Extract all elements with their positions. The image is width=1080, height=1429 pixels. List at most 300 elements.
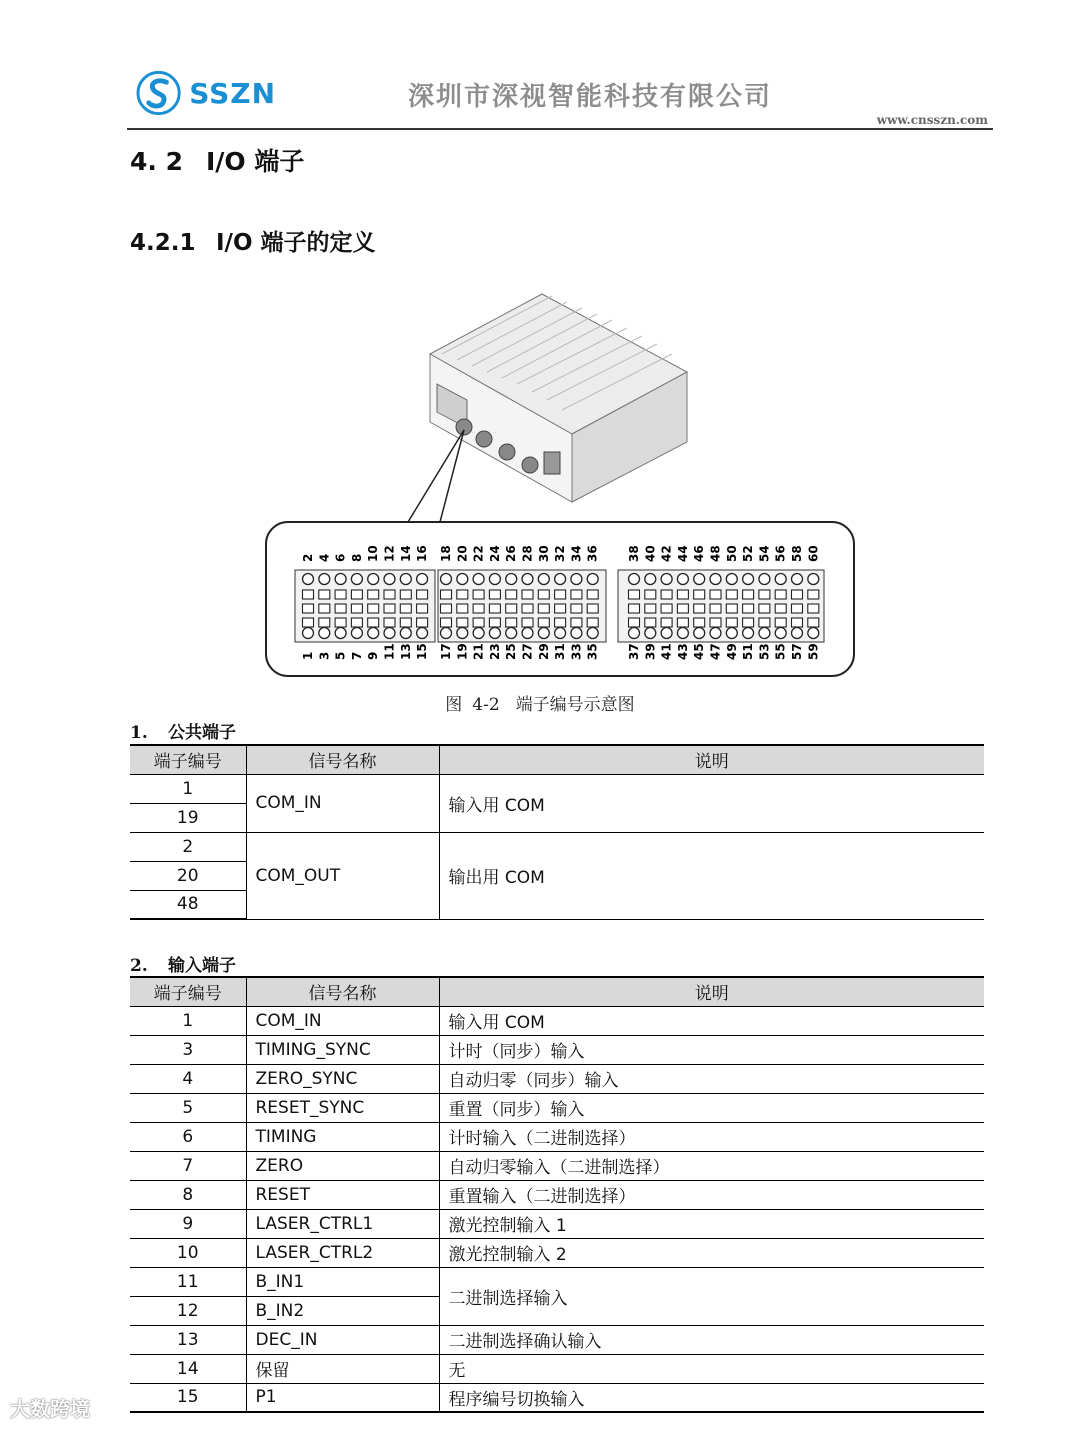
pin-cell: 4 bbox=[130, 1064, 246, 1093]
terminal-diagram bbox=[262, 292, 858, 682]
signal-cell: LASER_CTRL2 bbox=[246, 1238, 439, 1267]
pin-slot bbox=[319, 604, 330, 613]
desc-cell: 无 bbox=[439, 1354, 984, 1383]
pin-slot bbox=[441, 604, 452, 613]
pin-label-bottom: 55 bbox=[773, 643, 788, 660]
pin-contact bbox=[473, 628, 484, 639]
pin-cell: 48 bbox=[130, 890, 246, 919]
pin-slot bbox=[473, 618, 484, 627]
pin-contact bbox=[808, 628, 819, 639]
table-row bbox=[130, 1354, 984, 1383]
pin-slot bbox=[335, 604, 346, 613]
pin-slot bbox=[351, 590, 362, 599]
pin-label-bottom: 49 bbox=[724, 643, 739, 660]
controller-device-image bbox=[430, 294, 687, 502]
section-number: 2. bbox=[130, 956, 148, 976]
pin-contact bbox=[489, 628, 500, 639]
pin-contact bbox=[303, 628, 314, 639]
pin-label-top: 52 bbox=[741, 545, 756, 562]
pin-label-bottom: 45 bbox=[692, 643, 707, 660]
pin-contact bbox=[710, 628, 721, 639]
pin-slot bbox=[384, 604, 395, 613]
col-header-signal: 信号名称 bbox=[246, 745, 439, 774]
pin-slot bbox=[384, 618, 395, 627]
pin-label-bottom: 59 bbox=[806, 643, 821, 660]
table-row bbox=[130, 1035, 984, 1064]
pin-slot bbox=[303, 590, 314, 599]
pin-contact bbox=[661, 574, 672, 585]
pin-label-top: 44 bbox=[675, 545, 690, 562]
pin-slot bbox=[319, 618, 330, 627]
pin-slot bbox=[384, 590, 395, 599]
pin-contact bbox=[661, 628, 672, 639]
pin-slot bbox=[351, 618, 362, 627]
pin-contact bbox=[441, 574, 452, 585]
pin-slot bbox=[489, 604, 500, 613]
table-row bbox=[130, 1064, 984, 1093]
desc-cell: 计时输入（二进制选择） bbox=[439, 1122, 984, 1151]
pin-slot bbox=[661, 618, 672, 627]
pin-slot bbox=[645, 590, 656, 599]
section-number: 1. bbox=[130, 723, 148, 743]
table-row bbox=[130, 1122, 984, 1151]
pin-contact bbox=[538, 628, 549, 639]
pin-label-bottom: 29 bbox=[536, 643, 551, 660]
pin-slot bbox=[335, 618, 346, 627]
pin-slot bbox=[441, 618, 452, 627]
pin-slot bbox=[400, 618, 411, 627]
pin-contact bbox=[506, 574, 517, 585]
pin-contact bbox=[629, 628, 640, 639]
pin-contact bbox=[759, 574, 770, 585]
pin-cell: 13 bbox=[130, 1325, 246, 1354]
header-divider bbox=[127, 128, 993, 130]
pin-slot bbox=[303, 618, 314, 627]
pin-slot bbox=[506, 618, 517, 627]
signal-cell: COM_IN bbox=[246, 774, 439, 832]
pin-label-top: 28 bbox=[520, 545, 535, 562]
signal-cell: TIMING bbox=[246, 1122, 439, 1151]
pin-label-top: 56 bbox=[773, 545, 788, 562]
pin-label-bottom: 11 bbox=[382, 643, 397, 660]
signal-cell: B_IN1 bbox=[246, 1267, 439, 1296]
section-common-terminals bbox=[130, 718, 236, 743]
pin-label-bottom: 35 bbox=[585, 643, 600, 660]
pin-label-bottom: 9 bbox=[366, 651, 381, 660]
pin-label-top: 26 bbox=[504, 545, 519, 562]
pin-label-bottom: 7 bbox=[349, 651, 364, 660]
sszn-logo-icon bbox=[136, 70, 181, 116]
pin-slot bbox=[587, 590, 598, 599]
pin-cell: 1 bbox=[130, 774, 246, 803]
figure-caption bbox=[0, 690, 1080, 715]
common-terminal-table bbox=[130, 744, 984, 920]
pin-slot bbox=[473, 590, 484, 599]
signal-cell: DEC_IN bbox=[246, 1325, 439, 1354]
pin-cell: 2 bbox=[130, 832, 246, 861]
watermark-text: 大数跨境 bbox=[10, 1397, 90, 1421]
pin-contact bbox=[335, 628, 346, 639]
desc-cell: 自动归零输入（二进制选择） bbox=[439, 1151, 984, 1180]
terminal-block-1 bbox=[295, 570, 435, 642]
pin-label-top: 42 bbox=[659, 545, 674, 562]
pin-contact bbox=[368, 628, 379, 639]
logo-text: SSZN bbox=[189, 76, 276, 110]
pin-label-top: 12 bbox=[382, 545, 397, 562]
pin-slot bbox=[506, 590, 517, 599]
desc-cell: 重置（同步）输入 bbox=[439, 1093, 984, 1122]
pin-contact bbox=[506, 628, 517, 639]
pin-slot bbox=[522, 604, 533, 613]
pin-label-bottom: 33 bbox=[569, 643, 584, 660]
pin-label-bottom: 51 bbox=[741, 643, 756, 660]
pin-slot bbox=[661, 590, 672, 599]
table-row bbox=[130, 1238, 984, 1267]
desc-cell: 激光控制输入 2 bbox=[439, 1238, 984, 1267]
pin-contact bbox=[694, 574, 705, 585]
pin-label-top: 24 bbox=[487, 545, 502, 562]
pin-slot bbox=[629, 590, 640, 599]
pin-slot bbox=[710, 618, 721, 627]
pin-slot bbox=[759, 590, 770, 599]
pin-slot bbox=[319, 590, 330, 599]
pin-contact bbox=[555, 628, 566, 639]
pin-slot bbox=[555, 590, 566, 599]
pin-contact bbox=[457, 628, 468, 639]
signal-cell: COM_IN bbox=[246, 1006, 439, 1035]
website-url: www.cnsszn.com bbox=[876, 113, 988, 127]
pin-label-top: 4 bbox=[317, 553, 332, 562]
pin-slot bbox=[538, 618, 549, 627]
pin-contact bbox=[677, 574, 688, 585]
col-header-pin: 端子编号 bbox=[130, 977, 246, 1006]
pin-contact bbox=[368, 574, 379, 585]
col-header-desc: 说明 bbox=[439, 745, 984, 774]
desc-cell: 输出用 COM bbox=[439, 832, 984, 919]
pin-slot bbox=[335, 590, 346, 599]
signal-cell: TIMING_SYNC bbox=[246, 1035, 439, 1064]
pin-slot bbox=[759, 618, 770, 627]
pin-slot bbox=[808, 590, 819, 599]
pin-slot bbox=[677, 604, 688, 613]
pin-slot bbox=[400, 590, 411, 599]
pin-label-bottom: 23 bbox=[487, 643, 502, 660]
pin-contact bbox=[335, 574, 346, 585]
pin-contact bbox=[384, 574, 395, 585]
pin-label-bottom: 17 bbox=[439, 643, 453, 660]
pin-slot bbox=[775, 604, 786, 613]
pin-label-bottom: 1 bbox=[301, 651, 315, 660]
pin-cell: 14 bbox=[130, 1354, 246, 1383]
pin-contact bbox=[775, 574, 786, 585]
desc-cell: 二进制选择确认输入 bbox=[439, 1325, 984, 1354]
pin-contact bbox=[571, 628, 582, 639]
desc-cell: 自动归零（同步）输入 bbox=[439, 1064, 984, 1093]
pin-slot bbox=[677, 590, 688, 599]
pin-label-bottom: 15 bbox=[415, 643, 430, 660]
signal-cell: 保留 bbox=[246, 1354, 439, 1383]
table-row bbox=[130, 1006, 984, 1035]
pin-slot bbox=[457, 604, 468, 613]
pin-contact bbox=[726, 628, 737, 639]
desc-cell: 激光控制输入 1 bbox=[439, 1209, 984, 1238]
pin-slot bbox=[587, 604, 598, 613]
pin-label-bottom: 43 bbox=[675, 643, 690, 660]
input-terminal-table bbox=[130, 976, 984, 1413]
pin-label-bottom: 19 bbox=[455, 643, 470, 660]
col-header-signal: 信号名称 bbox=[246, 977, 439, 1006]
pin-slot bbox=[661, 604, 672, 613]
table-row bbox=[130, 1180, 984, 1209]
pin-label-bottom: 53 bbox=[757, 643, 772, 660]
desc-cell: 程序编号切换输入 bbox=[439, 1383, 984, 1412]
table-row bbox=[130, 1151, 984, 1180]
pin-slot bbox=[743, 590, 754, 599]
signal-cell: B_IN2 bbox=[246, 1296, 439, 1325]
pin-contact bbox=[710, 574, 721, 585]
pin-slot bbox=[726, 618, 737, 627]
pin-slot bbox=[759, 604, 770, 613]
signal-cell: ZERO bbox=[246, 1151, 439, 1180]
callout-line bbox=[408, 430, 464, 522]
pin-label-top: 46 bbox=[692, 545, 707, 562]
pin-slot bbox=[710, 590, 721, 599]
pin-contact bbox=[457, 574, 468, 585]
heading-title: I/O 端子的定义 bbox=[216, 230, 376, 256]
pin-label-bottom: 57 bbox=[790, 643, 804, 660]
pin-contact bbox=[743, 574, 754, 585]
pin-slot bbox=[441, 590, 452, 599]
pin-label-top: 2 bbox=[301, 553, 315, 562]
signal-cell: ZERO_SYNC bbox=[246, 1064, 439, 1093]
pin-cell: 9 bbox=[130, 1209, 246, 1238]
pin-cell: 12 bbox=[130, 1296, 246, 1325]
pin-label-top: 54 bbox=[757, 545, 772, 562]
pin-cell: 1 bbox=[130, 1006, 246, 1035]
desc-cell: 输入用 COM bbox=[439, 1006, 984, 1035]
pin-slot bbox=[417, 590, 428, 599]
pin-slot bbox=[743, 604, 754, 613]
pin-slot bbox=[808, 604, 819, 613]
pin-contact bbox=[587, 574, 598, 585]
pin-slot bbox=[571, 604, 582, 613]
pin-label-top: 32 bbox=[553, 545, 568, 562]
pin-contact bbox=[808, 574, 819, 585]
pin-contact bbox=[759, 628, 770, 639]
section-title: 输入端子 bbox=[168, 956, 236, 976]
pin-label-bottom: 37 bbox=[627, 643, 641, 660]
section-heading-4-2-1 bbox=[130, 224, 376, 257]
company-logo bbox=[136, 69, 276, 117]
pin-slot bbox=[555, 604, 566, 613]
pin-slot bbox=[400, 604, 411, 613]
caption-prefix: 图 bbox=[445, 695, 463, 715]
pin-contact bbox=[351, 628, 362, 639]
desc-cell: 重置输入（二进制选择） bbox=[439, 1180, 984, 1209]
pin-cell: 20 bbox=[130, 861, 246, 890]
pin-label-top: 30 bbox=[536, 545, 551, 562]
pin-contact bbox=[473, 574, 484, 585]
heading-title: I/O 端子 bbox=[206, 147, 305, 176]
section-title: 公共端子 bbox=[168, 723, 236, 743]
pin-slot bbox=[538, 590, 549, 599]
pin-slot bbox=[645, 618, 656, 627]
pin-slot bbox=[792, 590, 803, 599]
pin-slot bbox=[710, 604, 721, 613]
pin-label-bottom: 41 bbox=[659, 643, 674, 660]
heading-number: 4. 2 bbox=[130, 147, 183, 176]
pin-slot bbox=[368, 590, 379, 599]
heading-number: 4.2.1 bbox=[130, 230, 196, 256]
pin-slot bbox=[694, 618, 705, 627]
pin-label-bottom: 27 bbox=[520, 643, 535, 660]
pin-contact bbox=[522, 574, 533, 585]
pin-slot bbox=[792, 604, 803, 613]
pin-label-top: 38 bbox=[627, 545, 641, 562]
table-row bbox=[130, 1093, 984, 1122]
pin-label-bottom: 3 bbox=[317, 651, 332, 660]
pin-slot bbox=[677, 618, 688, 627]
pin-slot bbox=[571, 618, 582, 627]
pin-contact bbox=[792, 628, 803, 639]
signal-cell: RESET bbox=[246, 1180, 439, 1209]
pin-contact bbox=[645, 628, 656, 639]
pin-slot bbox=[417, 604, 428, 613]
pin-label-top: 16 bbox=[415, 545, 430, 562]
pin-cell: 10 bbox=[130, 1238, 246, 1267]
desc-cell: 计时（同步）输入 bbox=[439, 1035, 984, 1064]
pin-slot bbox=[743, 618, 754, 627]
pin-contact bbox=[743, 628, 754, 639]
pin-contact bbox=[571, 574, 582, 585]
pin-slot bbox=[522, 618, 533, 627]
pin-label-bottom: 13 bbox=[398, 643, 413, 660]
pin-slot bbox=[571, 590, 582, 599]
pin-slot bbox=[368, 618, 379, 627]
table-row bbox=[130, 1383, 984, 1412]
pin-slot bbox=[473, 604, 484, 613]
pin-label-bottom: 31 bbox=[553, 643, 568, 660]
pin-slot bbox=[538, 604, 549, 613]
pin-slot bbox=[506, 604, 517, 613]
pin-label-bottom: 25 bbox=[504, 643, 519, 660]
section-heading-4-2 bbox=[130, 142, 304, 178]
pin-contact bbox=[400, 574, 411, 585]
pin-contact bbox=[319, 574, 330, 585]
pin-label-top: 10 bbox=[366, 545, 381, 562]
pin-contact bbox=[792, 574, 803, 585]
pin-slot bbox=[694, 604, 705, 613]
pin-contact bbox=[726, 574, 737, 585]
signal-cell: COM_OUT bbox=[246, 832, 439, 919]
pin-contact bbox=[555, 574, 566, 585]
pin-slot bbox=[303, 604, 314, 613]
caption-number: 4-2 bbox=[472, 695, 500, 715]
pin-slot bbox=[726, 590, 737, 599]
pin-contact bbox=[351, 574, 362, 585]
pin-slot bbox=[351, 604, 362, 613]
pin-slot bbox=[792, 618, 803, 627]
table-row bbox=[130, 832, 984, 861]
pin-label-top: 22 bbox=[471, 545, 486, 562]
desc-cell: 输入用 COM bbox=[439, 774, 984, 832]
table-row bbox=[130, 1267, 984, 1296]
signal-cell: LASER_CTRL1 bbox=[246, 1209, 439, 1238]
desc-cell: 二进制选择输入 bbox=[439, 1267, 984, 1325]
pin-slot bbox=[775, 618, 786, 627]
pin-contact bbox=[319, 628, 330, 639]
pin-label-top: 6 bbox=[333, 553, 348, 562]
pin-contact bbox=[417, 628, 428, 639]
pin-label-top: 50 bbox=[724, 545, 739, 562]
pin-label-top: 34 bbox=[569, 545, 584, 562]
pin-cell: 19 bbox=[130, 803, 246, 832]
pin-cell: 5 bbox=[130, 1093, 246, 1122]
pin-label-bottom: 39 bbox=[643, 643, 658, 660]
pin-cell: 3 bbox=[130, 1035, 246, 1064]
pin-label-top: 40 bbox=[643, 545, 658, 562]
pin-slot bbox=[726, 604, 737, 613]
pin-contact bbox=[522, 628, 533, 639]
pin-label-bottom: 5 bbox=[333, 651, 348, 660]
pin-slot bbox=[694, 590, 705, 599]
pin-slot bbox=[775, 590, 786, 599]
pin-cell: 7 bbox=[130, 1151, 246, 1180]
pin-cell: 6 bbox=[130, 1122, 246, 1151]
pin-label-top: 14 bbox=[398, 545, 413, 562]
pin-slot bbox=[522, 590, 533, 599]
pin-slot bbox=[489, 618, 500, 627]
pin-label-top: 18 bbox=[439, 545, 453, 562]
pin-contact bbox=[629, 574, 640, 585]
pin-slot bbox=[457, 618, 468, 627]
pin-contact bbox=[384, 628, 395, 639]
pin-label-top: 58 bbox=[790, 545, 804, 562]
pin-cell: 8 bbox=[130, 1180, 246, 1209]
pin-contact bbox=[400, 628, 411, 639]
col-header-desc: 说明 bbox=[439, 977, 984, 1006]
pin-contact bbox=[775, 628, 786, 639]
pin-slot bbox=[417, 618, 428, 627]
pin-slot bbox=[629, 604, 640, 613]
pin-contact bbox=[587, 628, 598, 639]
pin-label-top: 60 bbox=[806, 545, 821, 562]
signal-cell: RESET_SYNC bbox=[246, 1093, 439, 1122]
table-row bbox=[130, 1325, 984, 1354]
signal-cell: P1 bbox=[246, 1383, 439, 1412]
pin-contact bbox=[441, 628, 452, 639]
pin-contact bbox=[677, 628, 688, 639]
pin-contact bbox=[645, 574, 656, 585]
pin-label-top: 8 bbox=[349, 553, 364, 562]
pin-label-top: 36 bbox=[585, 545, 600, 562]
section-input-terminals bbox=[130, 951, 236, 976]
table-row bbox=[130, 774, 984, 803]
pin-slot bbox=[457, 590, 468, 599]
pin-slot bbox=[808, 618, 819, 627]
pin-contact bbox=[489, 574, 500, 585]
pin-label-bottom: 47 bbox=[708, 643, 723, 660]
pin-contact bbox=[417, 574, 428, 585]
pin-slot bbox=[555, 618, 566, 627]
pin-label-bottom: 21 bbox=[471, 643, 486, 660]
company-name: 深圳市深视智能科技有限公司 bbox=[408, 82, 773, 112]
pin-contact bbox=[694, 628, 705, 639]
caption-text: 端子编号示意图 bbox=[515, 695, 635, 715]
pin-contact bbox=[538, 574, 549, 585]
pin-slot bbox=[645, 604, 656, 613]
pin-cell: 15 bbox=[130, 1383, 246, 1412]
